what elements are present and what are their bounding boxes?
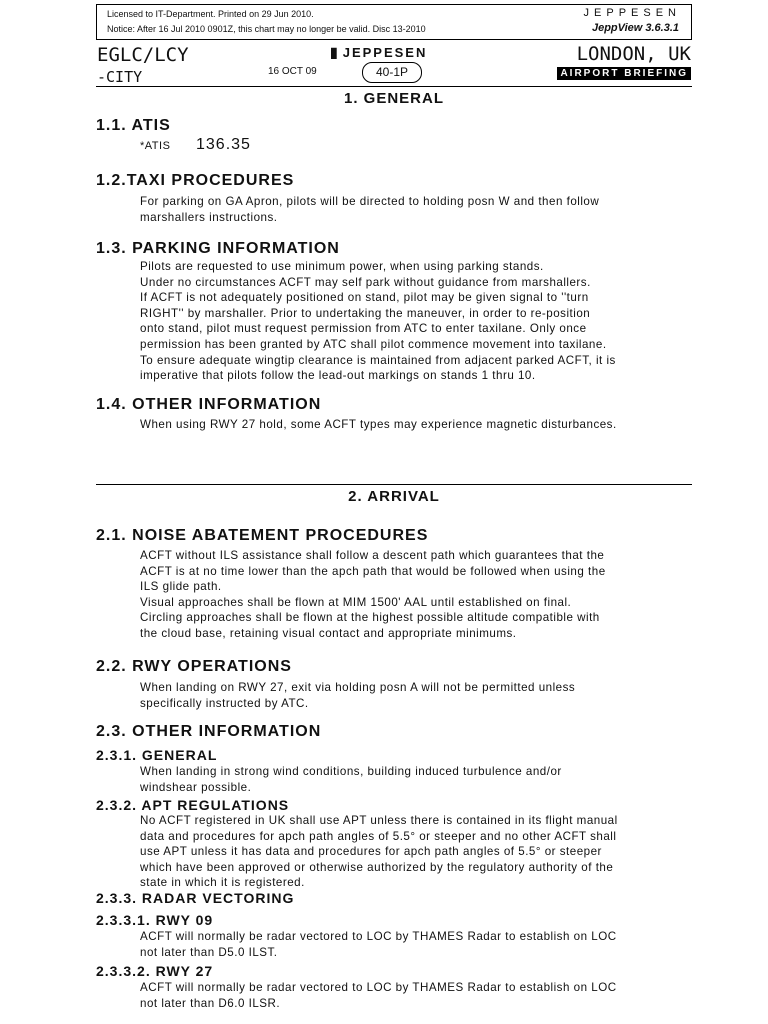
heading-other-information-2: 2.3. OTHER INFORMATION [96,723,322,740]
text-line: To ensure adequate wingtip clearance is maintained from adjacent parked ACFT, it is [140,353,616,367]
heading-parking-information: 1.3. PARKING INFORMATION [96,240,340,257]
text-line: For parking on GA Apron, pilots will be directed to holding posn W and then follow [140,195,600,208]
heading-rwy-operations: 2.2. RWY OPERATIONS [96,658,292,675]
text-line: onto stand, pilot must request permission from ATC to enter taxilane. Only once [140,322,587,336]
heading-rwy-09: 2.3.3.1. RWY 09 [96,912,214,928]
text-line: state in which it is registered. [140,876,305,890]
other-information-1-text [140,417,695,433]
chart-type-badge: AIRPORT BRIEFING [557,67,691,80]
header-rule [96,86,692,87]
text-line: ACFT will normally be radar vectored to LOC by THAMES Radar to establish on LOC [140,930,617,943]
atis-label: *ATIS [140,140,171,152]
jeppesen-logo-text: JEPPESEN [342,45,428,60]
text-line: the cloud base, retaining visual contact and appropriate minimums. [140,626,517,640]
text-line: Circling approaches shall be flown at the highest possible altitude compatible with [140,611,600,625]
city-name: LONDON, UK [576,43,691,65]
section-title-arrival: 2. ARRIVAL [348,488,440,505]
text-line: When landing on RWY 27, exit via holding posn A will not be permitted unless [140,681,576,694]
heading-rwy-27: 2.3.3.2. RWY 27 [96,963,214,979]
text-line: specifically instructed by ATC. [140,696,309,710]
text-line: ACFT will normally be radar vectored to LOC by THAMES Radar to establish on LOC [140,981,617,994]
text-line: data and procedures for apch path angles of 5.5° or steeper and no other ACFT shall [140,829,617,843]
text-line: permission has been granted by ATC shall pilot commence movement into taxilane. [140,337,607,351]
section-title-general: 1. GENERAL [343,90,444,107]
rwy-27-text [140,980,695,1011]
text-line: which have been approved or otherwise authorized by the regulatory authority of the [140,860,614,874]
section-rule [96,484,692,485]
heading-radar-vectoring: 2.3.3. RADAR VECTORING [96,890,295,906]
taxi-procedures-text [140,194,695,225]
text-line: When landing in strong wind conditions, building induced turbulence and/or [140,765,562,778]
text-line: windshear possible. [140,780,252,794]
jeppview-version: JeppView 3.6.3.1 [591,22,679,34]
text-line: ILS glide path. [140,580,222,594]
heading-noise-abatement: 2.1. NOISE ABATEMENT PROCEDURES [96,527,429,544]
parking-information-text [140,259,695,384]
jeppesen-logo [330,44,427,61]
revision-date: 16 OCT 09 [268,66,317,77]
text-line: not later than D6.0 ILSR. [140,996,281,1010]
rwy-09-text [140,929,695,960]
text-line: Visual approaches shall be flown at MIM 1500' AAL until established on final. [140,595,572,609]
airport-name: -CITY [97,68,143,86]
text-line: not later than D5.0 ILST. [140,945,278,959]
text-line: marshallers instructions. [140,210,278,224]
text-line: RIGHT'' by marshaller. Prior to undertaking the maneuver, in order to re-position [140,306,591,320]
rwy-operations-text [140,680,695,711]
chart-number: 40-1P [362,62,422,83]
heading-atis: 1.1. ATIS [96,117,171,134]
notice-line: Notice: After 16 Jul 2010 0901Z, this chart may no longer be valid. Disc 13-2010 [107,24,426,34]
text-line: ACFT is at no time lower than the apch path that would be followed when using the [140,564,606,578]
heading-other-information-1: 1.4. OTHER INFORMATION [96,396,322,413]
noise-abatement-text [140,548,695,642]
jeppesen-logo-icon: ▮ [330,44,340,60]
text-line: No ACFT registered in UK shall use APT unless there is contained in its flight manual [140,814,618,827]
general-2-3-1-text [140,764,695,795]
heading-general-2-3-1: 2.3.1. GENERAL [96,747,218,763]
text-line: When using RWY 27 hold, some ACFT types may experience magnetic disturbances. [140,418,617,431]
text-line: If ACFT is not adequately positioned on stand, pilot may be given signal to ''turn [140,291,589,305]
text-line: imperative that pilots follow the lead-out markings on stands 1 thru 10. [140,369,536,383]
heading-taxi-procedures: 1.2.TAXI PROCEDURES [96,172,295,189]
apt-regulations-text [140,813,695,891]
notice-box [96,4,692,40]
text-line: ACFT without ILS assistance shall follow a descent path which guarantees that the [140,549,605,562]
text-line: Under no circumstances ACFT may self park without guidance from marshallers. [140,275,591,289]
license-line: Licensed to IT-Department. Printed on 29 Jun 2010. [107,9,314,19]
text-line: use APT unless it has data and procedures for apch path angles of 5.5° or steeper [140,845,602,859]
jeppesen-brand: JEPPESEN [583,7,681,19]
atis-frequency: 136.35 [196,136,251,153]
text-line: Pilots are requested to use minimum power, when using parking stands. [140,260,544,273]
airport-code: EGLC/LCY [97,44,189,66]
heading-apt-regulations: 2.3.2. APT REGULATIONS [96,797,290,813]
